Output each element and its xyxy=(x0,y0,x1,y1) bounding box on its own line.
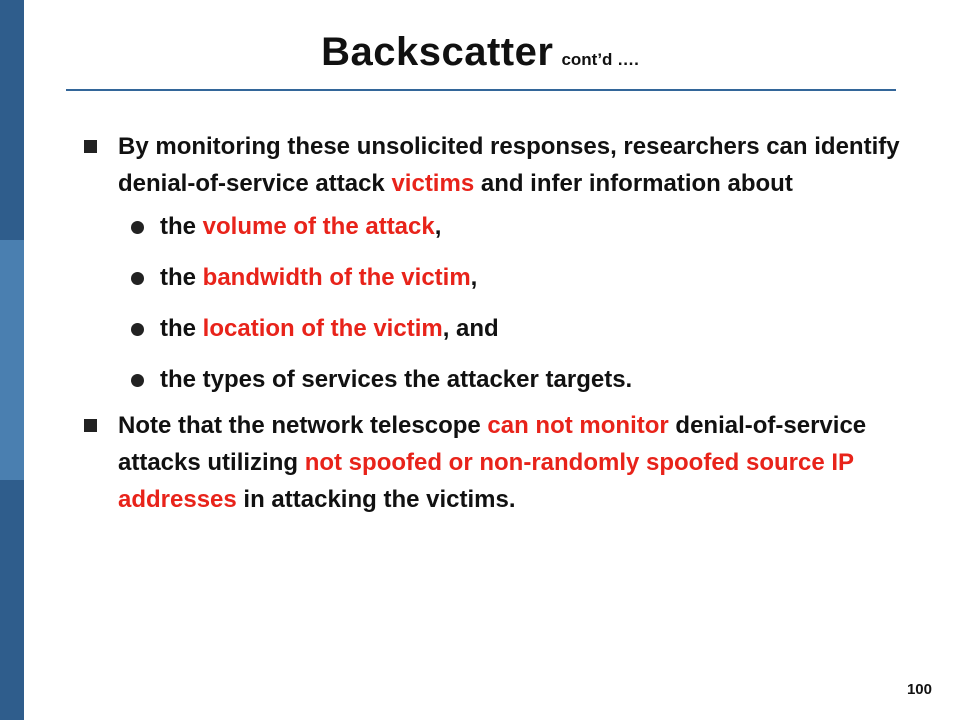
bullet-note-highlight-1: can not monitor xyxy=(487,412,669,439)
square-bullet-icon xyxy=(84,140,97,153)
bullet-note-text-a: Note that the network telescope xyxy=(118,412,488,439)
title-main: Backscatter xyxy=(321,30,554,74)
sub-bullet-pre: the xyxy=(160,315,203,342)
round-bullet-icon xyxy=(131,323,144,336)
sub-bullet-volume xyxy=(80,212,900,242)
title-divider xyxy=(66,89,896,91)
round-bullet-icon xyxy=(131,221,144,234)
sub-bullet-pre: the types of services the attacker targets. xyxy=(160,366,633,393)
bullet-note-highlight-2: not spoofed or non-randomly spoofed source IP addresses xyxy=(118,449,854,513)
sub-bullet-bandwidth xyxy=(80,263,900,293)
sub-bullet-post: , and xyxy=(442,315,499,342)
sub-bullet-location xyxy=(80,314,900,344)
sub-bullet-services xyxy=(80,365,900,395)
sub-bullet-post: , xyxy=(434,213,442,240)
slide-title xyxy=(0,30,960,75)
left-accent-bar xyxy=(0,0,24,720)
round-bullet-icon xyxy=(131,272,144,285)
bullet-telescope-note xyxy=(80,407,900,518)
sub-bullet-pre: the xyxy=(160,213,203,240)
bullet-note-text-e: in attacking the victims. xyxy=(236,486,516,513)
bullet-monitoring-text-a: By monitoring these unsolicited responses, researchers can identify denial-of-service attack xyxy=(118,133,900,197)
bullet-monitoring-text-c: and infer information about xyxy=(474,170,793,197)
title-suffix: cont’d …. xyxy=(561,50,639,69)
sub-bullet-highlight: location of the victim xyxy=(202,315,443,342)
left-accent-segment-bottom xyxy=(0,480,24,720)
page-number: 100 xyxy=(906,681,932,698)
square-bullet-icon xyxy=(84,419,97,432)
bullet-monitoring-highlight: victims xyxy=(391,170,475,197)
round-bullet-icon xyxy=(131,374,144,387)
left-accent-segment-middle xyxy=(0,240,24,480)
sub-bullet-post: , xyxy=(470,264,478,291)
slide-body xyxy=(80,128,900,528)
sub-bullet-pre: the xyxy=(160,264,203,291)
sub-bullet-highlight: volume of the attack xyxy=(202,213,435,240)
bullet-note-text-c: denial-of-service attacks utilizing xyxy=(118,412,867,476)
sub-bullet-highlight: bandwidth of the victim xyxy=(202,264,471,291)
bullet-monitoring xyxy=(80,128,900,202)
